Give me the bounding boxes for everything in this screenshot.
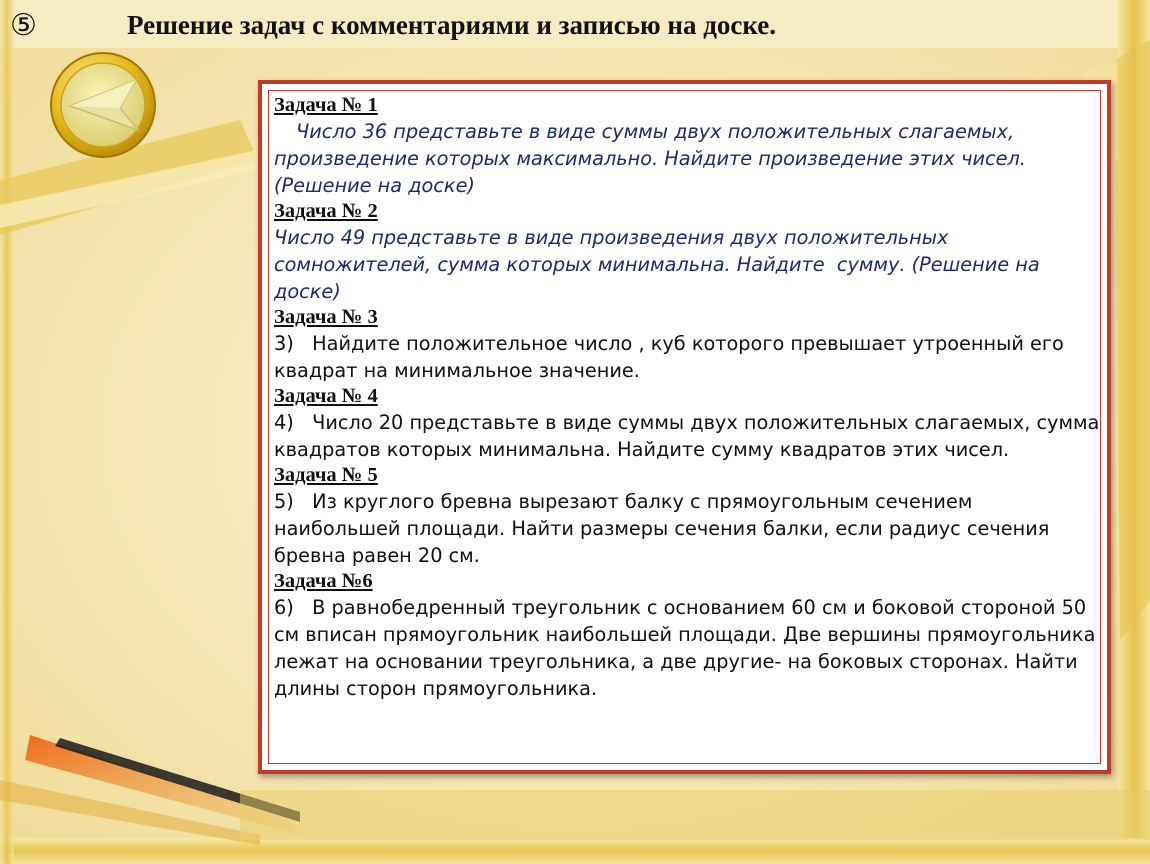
task-title: Задача № 1 (274, 94, 378, 116)
task-text: 3) Найдите положительное число , куб которого превышает утроенный его квадрат на минимальное значение. (274, 332, 1070, 382)
task-title: Задача № 2 (274, 200, 378, 222)
task-title: Задача № 4 (274, 385, 378, 407)
task-text: 6) В равнобедренный треугольник с основанием 60 см и боковой стороной 50 см вписан прямоугольник наибольшей площади. Две вершины прямоугольника лежат на основании треугольника, а две другие- на боковых сторонах. Найти длины сторон прямоугольника. (274, 596, 1102, 700)
slide-number: ⑤ (10, 9, 37, 42)
task-text: Число 36 представьте в виде суммы двух положительных слагаемых, произведение которых максимально. Найдите произведение этих чисел. (Решение на доске) (274, 120, 1033, 197)
left-arrow-icon (48, 50, 158, 160)
task-text: 4) Число 20 представьте в виде суммы двух положительных слагаемых, сумма квадратов которых минимальна. Найдите сумму квадратов этих чисел. (274, 411, 1106, 461)
task-2 (274, 199, 1100, 305)
task-3 (274, 305, 1100, 384)
task-4 (274, 384, 1106, 463)
back-button[interactable] (48, 50, 158, 160)
task-text: 5) Из круглого бревна вырезают балку с прямоугольным сечением наибольшей площади. Найти размеры сечения балки, если радиус сечения бревна равен 20 см. (274, 490, 1056, 567)
task-6 (274, 569, 1100, 702)
task-title: Задача № 3 (274, 306, 378, 328)
task-list (268, 90, 1106, 764)
task-title: Задача №6 (274, 570, 373, 592)
task-title: Задача № 5 (274, 464, 378, 486)
task-card (258, 80, 1111, 774)
slide-title: Решение задач с комментариями и записью на доске. (127, 10, 776, 40)
task-1 (274, 93, 1100, 199)
task-5 (274, 463, 1100, 569)
task-text: Число 49 представьте в виде произведения двух положительных сомножителей, сумма которых минимальна. Найдите сумму. (Решение на доске) (274, 226, 1046, 303)
